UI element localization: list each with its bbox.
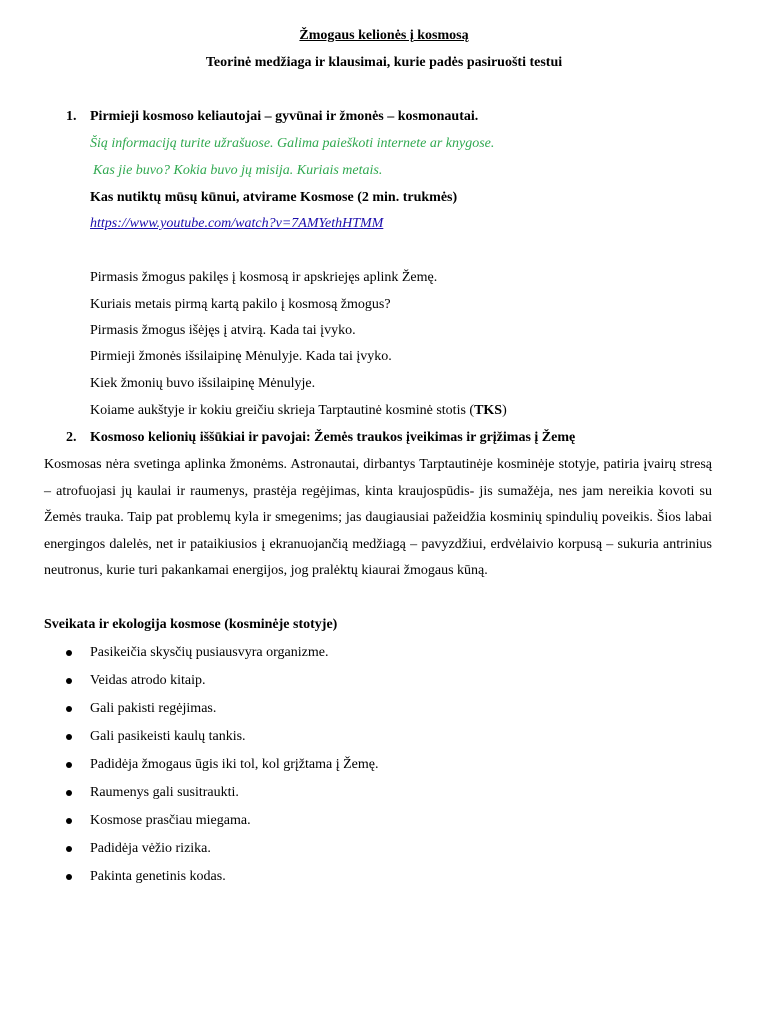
document-subtitle: Teorinė medžiaga ir klausimai, kurie padės pasiruošti testui: [205, 55, 563, 70]
question-6-bold: TKS: [474, 403, 503, 418]
question-6: [90, 403, 507, 419]
bullet-item-3: Gali pakisti regėjimas.: [90, 701, 217, 716]
bullet-dot: [66, 678, 72, 684]
section-1-number: 1.: [66, 109, 77, 124]
question-4: Pirmieji žmonės išsilaipinę Mėnulyje. Kada tai įvyko.: [90, 349, 392, 364]
section-2-heading: [66, 430, 575, 446]
bullet-item-5: Padidėja žmogaus ūgis iki tol, kol grįžtama į Žemę.: [90, 757, 379, 772]
document-title: Žmogaus kelionės į kosmosą: [299, 28, 469, 43]
bullet-dot: [66, 818, 72, 824]
section-1-heading: [66, 109, 478, 125]
bullet-item-6: Raumenys gali susitraukti.: [90, 785, 239, 800]
youtube-link[interactable]: https://www.youtube.com/watch?v=7AMYethHTMM: [90, 216, 384, 231]
question-1: Pirmasis žmogus pakilęs į kosmosą ir apskriejęs aplink Žemę.: [90, 270, 438, 285]
bullet-dot: [66, 706, 72, 712]
bullet-item-1: Pasikeičia skysčių pusiausvyra organizme.: [90, 645, 329, 660]
bullet-item-9: Pakinta genetinis kodas.: [90, 869, 226, 884]
bullet-item-8: Padidėja vėžio rizika.: [90, 841, 211, 856]
section-2-paragraph: Kosmosas nėra svetinga aplinka žmonėms. Astronautai, dirbantys Tarptautinėje kosminėje stotyje, patiria įvairų stresą – atrofuojasi jų kaulai ir raumenys, prastėja regėjimas, kinta kraujospūdis- jis sumažėja, nes jam nereikia kovoti su Žemės trauka. Taip pat problemų kyla ir smegenims; jas daugiausiai pažeidžia kosminių spindulių poveikis. Šios labai energingos dalelės, net ir pataikiusios į ekranuojančią medžiagą – pavyzdžiui, erdvėlaivio korpusą – sukuria antrinius neutronus, kurie turi pakankamai energijos, jog pralėktų kiaurai žmogaus kūną.: [44, 457, 712, 578]
section-1-note-2: Kas jie buvo? Kokia buvo jų misija. Kuriais metais.: [93, 163, 383, 178]
section-2-number: 2.: [66, 430, 77, 445]
bullet-item-4: Gali pasikeisti kaulų tankis.: [90, 729, 246, 744]
section-1-title: Pirmieji kosmoso keliautojai – gyvūnai ir žmonės – kosmonautai.: [90, 109, 479, 124]
question-6-end: ): [502, 403, 507, 418]
question-6-start: Koiame aukštyje ir kokiu greičiu skrieja Tarptautinė kosminė stotis (: [90, 403, 475, 418]
section-2-title: Kosmoso kelionių iššūkiai ir pavojai: Žemės traukos įveikimas ir grįžimas į Žemę: [90, 430, 576, 445]
bullet-dot: [66, 874, 72, 880]
health-subheading: Sveikata ir ekologija kosmose (kosminėje stotyje): [44, 617, 338, 632]
bullet-item-7: Kosmose prasčiau miegama.: [90, 813, 251, 828]
bullet-dot: [66, 790, 72, 796]
bullet-dot: [66, 846, 72, 852]
bullet-dot: [66, 650, 72, 656]
question-5: Kiek žmonių buvo išsilaipinę Mėnulyje.: [90, 376, 316, 391]
bullet-dot: [66, 762, 72, 768]
question-2: Kuriais metais pirmą kartą pakilo į kosmosą žmogus?: [90, 297, 391, 312]
question-3: Pirmasis žmogus išėjęs į atvirą. Kada tai įvyko.: [90, 323, 356, 338]
bullet-item-2: Veidas atrodo kitaip.: [90, 673, 206, 688]
bullet-dot: [66, 734, 72, 740]
video-label: Kas nutiktų mūsų kūnui, atvirame Kosmose (2 min. trukmės): [90, 190, 458, 205]
section-1-note-1: Šią informaciją turite užrašuose. Galima paieškoti internete ar knygose.: [90, 136, 495, 151]
